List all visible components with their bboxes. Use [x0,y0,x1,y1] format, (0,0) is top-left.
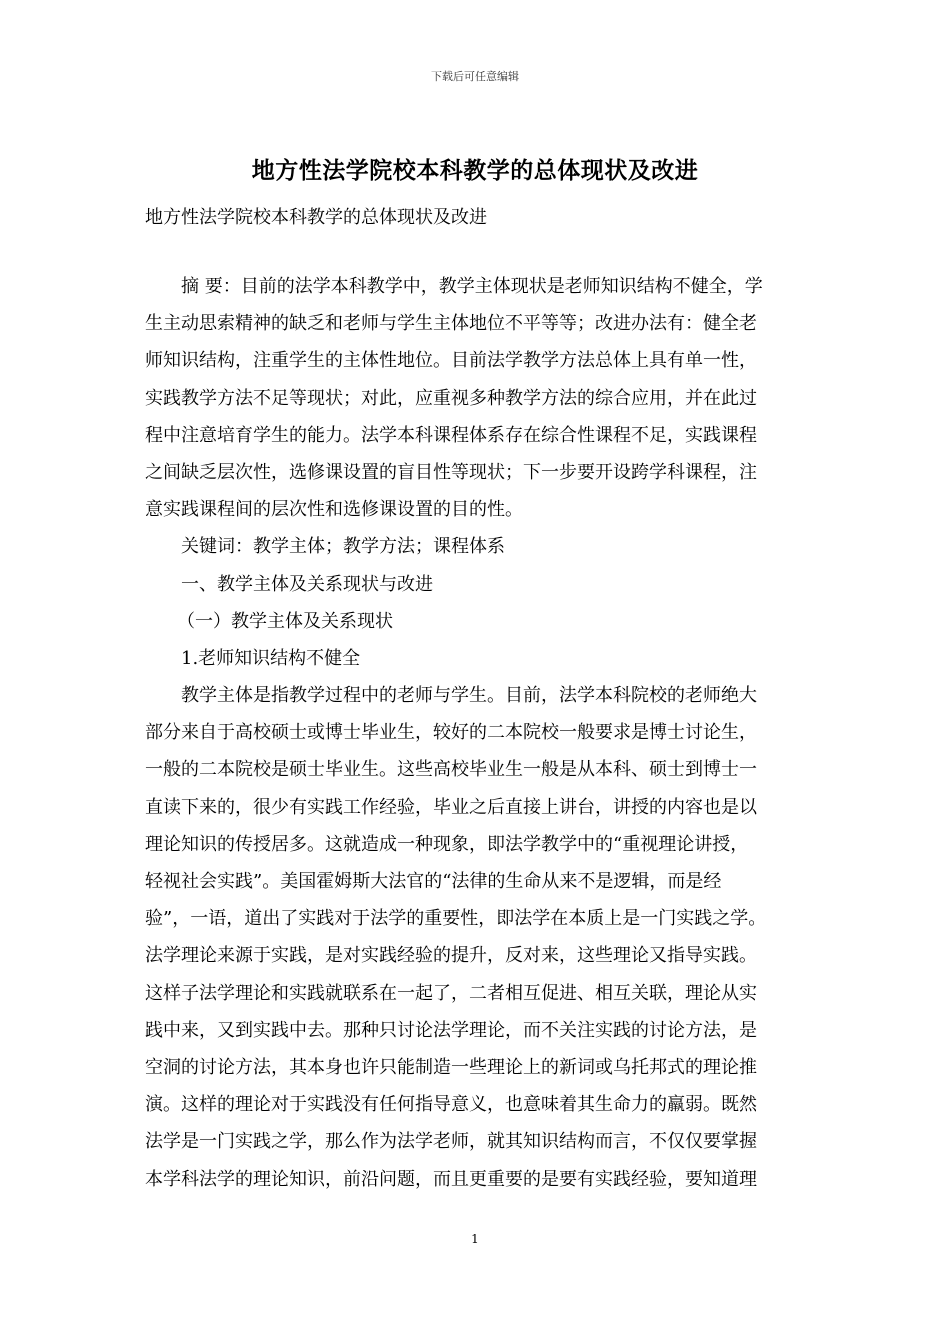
keywords: 关键词：教学主体；教学方法；课程体系 [181,536,505,558]
paragraph-line: 教学主体是指教学过程中的老师与学生。目前，法学本科院校的老师绝大 [181,685,757,707]
document-title: 地方性法学院校本科教学的总体现状及改进 [251,158,699,184]
paragraph-line: 法学理论来源于实践，是对实践经验的提升，反对来，这些理论又指导实践。 [145,945,757,967]
item-heading: 1.老师知识结构不健全 [181,647,361,669]
paragraph-line: 部分来自于高校硕士或博士毕业生，较好的二本院校一般要求是博士讨论生， [145,722,757,744]
abstract-line: 程中注意培育学生的能力。法学本科课程体系存在综合性课程不足，实践课程 [145,424,757,446]
paragraph-line: 演。这样的理论对于实践没有任何指导意义，也意味着其生命力的羸弱。既然 [145,1094,757,1116]
paragraph-line: 理论知识的传授居多。这就造成一种现象，即法学教学中的“重视理论讲授， [145,833,749,855]
paragraph-line: 直读下来的，很少有实践工作经验，毕业之后直接上讲台，讲授的内容也是以 [145,796,757,818]
paragraph-line: 这样子法学理论和实践就联系在一起了，二者相互促进、相互关联，理论从实 [145,982,757,1004]
abstract-line: 实践教学方法不足等现状；对此，应重视多种教学方法的综合应用，并在此过 [145,387,757,409]
body-text [145,268,815,1198]
paragraph-line: 一般的二本院校是硕士毕业生。这些高校毕业生一般是从本科、硕士到博士一 [145,759,757,781]
abstract-line: 师知识结构，注重学生的主体性地位。目前法学教学方法总体上具有单一性， [145,350,757,372]
subsection-heading: （一）教学主体及关系现状 [177,610,393,632]
page-number: 1 [471,1232,479,1246]
abstract-line: 之间缺乏层次性，选修课设置的盲目性等现状；下一步要开设跨学科课程，注 [145,461,757,483]
abstract-line: 摘 要：目前的法学本科教学中，教学主体现状是老师知识结构不健全，学 [181,276,763,297]
paragraph-line: 践中来，又到实践中去。那种只讨论法学理论，而不关注实践的讨论方法，是 [145,1019,757,1041]
paragraph-line: 轻视社会实践”。美国霍姆斯大法官的“法律的生命从来不是逻辑，而是经 [145,871,722,892]
paragraph-line: 验”，一语，道出了实践对于法学的重要性，即法学在本质上是一门实践之学。 [145,908,767,930]
paragraph-line: 空洞的讨论方法，其本身也许只能制造一些理论上的新词或乌托邦式的理论推 [145,1056,757,1078]
paragraph-line: 法学是一门实践之学，那么作为法学老师，就其知识结构而言，不仅仅要掌握 [145,1131,757,1153]
document-subtitle: 地方性法学院校本科教学的总体现状及改进 [145,207,487,228]
abstract-line: 生主动思索精神的缺乏和老师与学生主体地位不平等等；改进办法有：健全老 [145,313,757,335]
abstract-line: 意实践课程间的层次性和选修课设置的目的性。 [145,499,523,521]
section-heading: 一、教学主体及关系现状与改进 [181,573,433,595]
header-note: 下载后可任意编辑 [431,70,519,83]
paragraph-line: 本学科法学的理论知识，前沿问题，而且更重要的是要有实践经验，要知道理 [145,1168,757,1190]
